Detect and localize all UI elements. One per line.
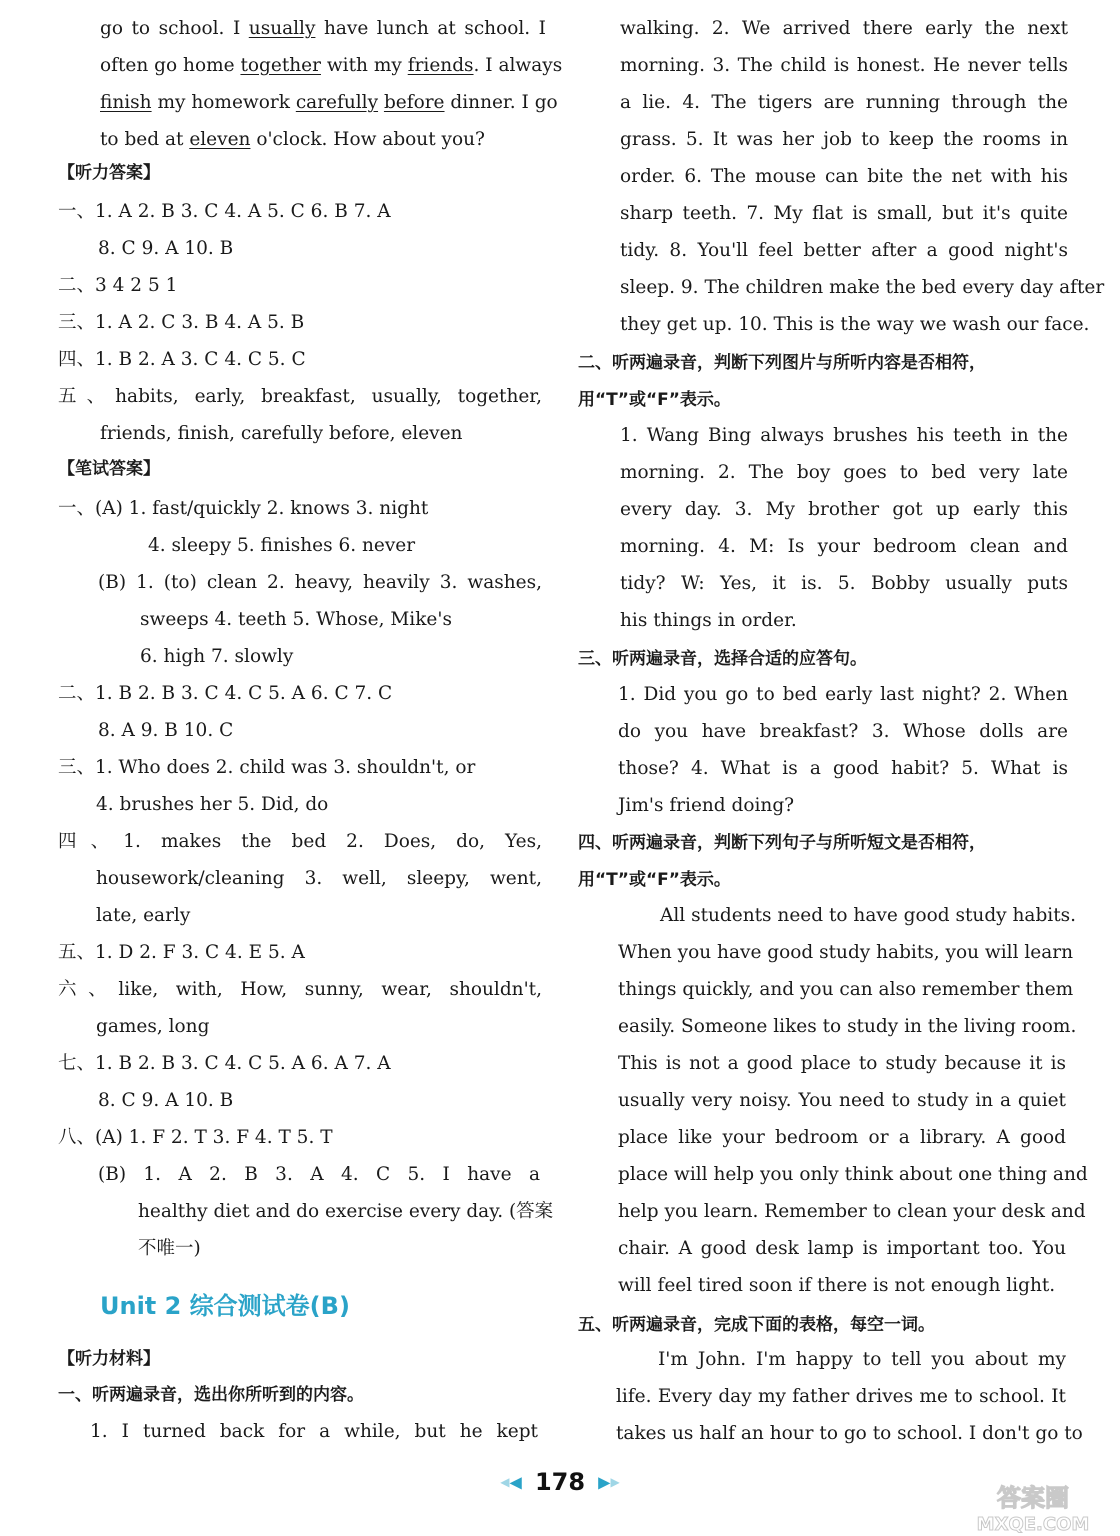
left-arrow-light-icon: ◀ [500,1475,510,1489]
section-4-line: place like your bedroom or a library. A good [618,1127,1066,1148]
section-4-line: This is not a good place to study because it is [618,1053,1066,1074]
section-1-continued-line: they get up. 10. This is the way we wash our face. [620,314,1090,335]
written-answer-line: 6. high 7. slowly [140,646,294,667]
listening-answers-heading: 【听力答案】 [58,163,160,183]
written-answer-line: 六、like, with, How, sunny, wear, shouldn't, [58,979,542,1000]
section-4-line: place will help you only think about one thing and [618,1164,1088,1185]
written-answer-line: (B) 1. A 2. B 3. A 4. C 5. I have a [98,1164,540,1185]
underlined-word: eleven [189,129,251,150]
listening-answer-line: 二、3 4 2 5 1 [58,275,178,296]
written-answer-line: healthy diet and do exercise every day. (答案 [138,1201,554,1222]
written-answers-heading: 【笔试答案】 [58,459,160,479]
section-4-line: help you learn. Remember to clean your desk and [618,1201,1086,1222]
intro-text: o'clock. How about you? [250,129,485,150]
section-4-line: All students need to have good study habits. [660,905,1077,926]
section-4-line: usually very noisy. You need to study in a quiet [618,1090,1066,1111]
page-number: 178 [534,1468,586,1496]
written-answer-line: 二、1. B 2. B 3. C 4. C 5. A 6. C 7. C [58,683,393,704]
section-1-continued-line: sharp teeth. 7. My flat is small, but it's quite [620,203,1068,224]
section-4-line: will feel tired soon if there is not enough light. [618,1275,1056,1296]
intro-text: to bed at [100,129,190,150]
section-2-line: tidy? W: Yes, it is. 5. Bobby usually puts [620,573,1068,594]
section-1-continued-line: a lie. 4. The tigers are running through the [620,92,1068,113]
listening-answer-line: 8. C 9. A 10. B [98,238,234,259]
underlined-word: finish [100,92,152,113]
section-4-line: things quickly, and you can also remember them [618,979,1074,1000]
watermark-line-2: MXQE.COM [976,1514,1090,1534]
intro-text: my homework [151,92,296,113]
section-2-title-line-2: 用“T”或“F”表示。 [578,390,731,410]
listening-answer-line: 一、1. A 2. B 3. C 4. A 5. C 6. B 7. A [58,201,391,222]
section-4-title-line-2: 用“T”或“F”表示。 [578,870,731,890]
section-1-line: 1. I turned back for a while, but he kept [90,1421,538,1442]
written-answer-line: 8. A 9. B 10. C [98,720,234,741]
section-2-line: every day. 3. My brother got up early this [620,499,1068,520]
written-answer-line: 八、(A) 1. F 2. T 3. F 4. T 5. T [58,1127,333,1148]
intro-text: . I always [473,55,563,76]
section-3-line: do you have breakfast? 3. Whose dolls are [618,721,1068,742]
section-3-line: 1. Did you go to bed early last night? 2. When [618,684,1068,705]
written-answer-line: (B) 1. (to) clean 2. heavy, heavily 3. washes, [98,572,542,593]
written-answer-line: 8. C 9. A 10. B [98,1090,234,1111]
intro-text: often go home [100,55,241,76]
listening-material-heading: 【听力材料】 [58,1349,160,1369]
intro-line [100,88,558,118]
written-answer-line: 一、(A) 1. fast/quickly 2. knows 3. night [58,498,429,519]
listening-answer-line: 三、1. A 2. C 3. B 4. A 5. B [58,312,305,333]
written-answer-line: games, long [96,1016,210,1037]
section-2-line: morning. 4. M: Is your bedroom clean and [620,536,1068,557]
section-3-title: 三、听两遍录音，选择合适的应答句。 [578,649,867,669]
listening-answer-line: 五、habits, early, breakfast, usually, together, [58,386,542,407]
section-1-continued-line: morning. 3. The child is honest. He never tells [620,55,1068,76]
section-5-line: I'm John. I'm happy to tell you about my [658,1349,1066,1370]
underlined-word: before [383,92,445,113]
right-arrow-light-icon: ▶ [610,1475,620,1489]
section-2-title-line-1: 二、听两遍录音，判断下列图片与所听内容是否相符， [578,353,986,373]
written-answer-line: sweeps 4. teeth 5. Whose, Mike's [140,609,452,630]
written-answer-line: 七、1. B 2. B 3. C 4. C 5. A 6. A 7. A [58,1053,391,1074]
watermark-line-1: 答案圈 [997,1484,1069,1512]
underlined-word: usually [248,18,316,39]
intro-text: have lunch at school. I [315,18,546,39]
written-answer-line: 四、1. makes the bed 2. Does, do, Yes, [58,831,542,852]
section-1-continued-line: walking. 2. We arrived there early the next [620,18,1068,39]
intro-line [100,14,546,44]
written-answer-line: housework/cleaning 3. well, sleepy, went, [96,868,542,889]
section-1-continued-line: order. 6. The mouse can bite the net with his [620,166,1068,187]
listening-answer-line: 四、1. B 2. A 3. C 4. C 5. C [58,349,306,370]
underlined-word: carefully [295,92,379,113]
section-3-line: those? 4. What is a good habit? 5. What is [618,758,1068,779]
section-1-continued-line: sleep. 9. The children make the bed every day after [620,277,1105,298]
right-arrow-icon: ▶ [598,1472,611,1492]
left-arrow-icon: ◀ [509,1472,522,1492]
section-1-continued-line: tidy. 8. You'll feel better after a good night's [620,240,1068,261]
unit-title: Unit 2 综合测试卷(B) [100,1292,350,1320]
section-4-line: chair. A good desk lamp is important too. You [618,1238,1066,1259]
section-2-line: his things in order. [620,610,797,631]
section-5-title: 五、听两遍录音，完成下面的表格，每空一词。 [578,1315,935,1335]
written-answer-line: 4. brushes her 5. Did, do [96,794,329,815]
section-5-line: takes us half an hour to go to school. I don't go to [616,1423,1083,1444]
intro-text: go to school. I [100,18,249,39]
intro-line [100,51,563,81]
underlined-word: together [240,55,321,76]
listening-answer-line: friends, finish, carefully before, eleven [100,423,463,444]
intro-text: dinner. I go [444,92,558,113]
section-4-line: easily. Someone likes to study in the living room. [618,1016,1077,1037]
section-5-line: life. Every day my father drives me to school. It [616,1386,1066,1407]
written-answer-line: 五、1. D 2. F 3. C 4. E 5. A [58,942,305,963]
underlined-word: friends [407,55,474,76]
section-3-line: Jim's friend doing? [618,795,795,816]
intro-text: with my [320,55,408,76]
watermark-logo [958,1480,1108,1534]
section-2-line: morning. 2. The boy goes to bed very late [620,462,1068,483]
written-answer-line: 4. sleepy 5. finishes 6. never [148,535,416,556]
section-4-title-line-1: 四、听两遍录音，判断下列句子与所听短文是否相符， [578,833,986,853]
section-1-continued-line: grass. 5. It was her job to keep the rooms in [620,129,1068,150]
written-answer-line: 三、1. Who does 2. child was 3. shouldn't, or [58,757,476,778]
written-answer-line: 不唯一) [138,1238,201,1259]
section-2-line: 1. Wang Bing always brushes his teeth in the [620,425,1068,446]
section-1-title: 一、听两遍录音，选出你所听到的内容。 [58,1385,364,1405]
written-answer-line: late, early [96,905,191,926]
section-4-line: When you have good study habits, you will learn [618,942,1074,963]
intro-line [100,125,546,155]
page-footer [0,1468,1120,1496]
